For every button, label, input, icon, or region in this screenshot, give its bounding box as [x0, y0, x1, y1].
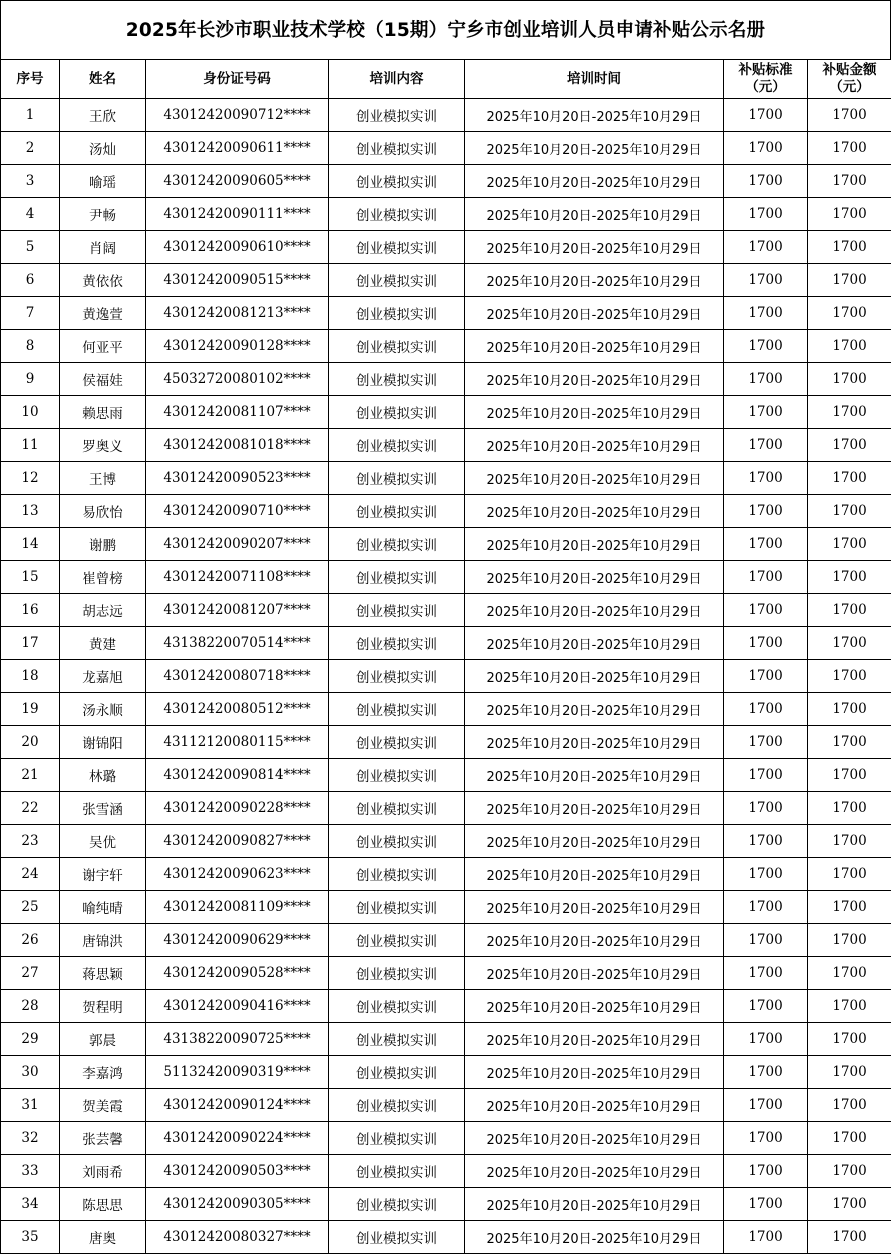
cell-period: 2025年10月20日-2025年10月29日 — [465, 231, 724, 264]
cell-seq: 7 — [1, 297, 60, 330]
cell-period: 2025年10月20日-2025年10月29日 — [465, 330, 724, 363]
cell-name: 赖思雨 — [60, 396, 146, 429]
cell-amount: 1700 — [808, 924, 891, 957]
cell-name: 唐奥 — [60, 1221, 146, 1254]
cell-seq: 27 — [1, 957, 60, 990]
cell-course: 创业模拟实训 — [329, 1122, 465, 1155]
cell-period: 2025年10月20日-2025年10月29日 — [465, 957, 724, 990]
cell-amount: 1700 — [808, 759, 891, 792]
cell-course: 创业模拟实训 — [329, 165, 465, 198]
cell-name: 唐锦洪 — [60, 924, 146, 957]
cell-seq: 2 — [1, 132, 60, 165]
cell-period: 2025年10月20日-2025年10月29日 — [465, 693, 724, 726]
cell-amount: 1700 — [808, 1155, 891, 1188]
table-row — [1, 528, 891, 561]
cell-seq: 5 — [1, 231, 60, 264]
cell-id: 43012420090712**** — [146, 99, 329, 132]
cell-seq: 18 — [1, 660, 60, 693]
header-standard-line1: 补贴标准 — [738, 62, 793, 78]
cell-name: 谢宇轩 — [60, 858, 146, 891]
cell-course: 创业模拟实训 — [329, 924, 465, 957]
table-row — [1, 1155, 891, 1188]
cell-period: 2025年10月20日-2025年10月29日 — [465, 99, 724, 132]
table-row — [1, 924, 891, 957]
cell-course: 创业模拟实训 — [329, 1089, 465, 1122]
cell-amount: 1700 — [808, 495, 891, 528]
cell-name: 谢鹏 — [60, 528, 146, 561]
table-row — [1, 561, 891, 594]
cell-period: 2025年10月20日-2025年10月29日 — [465, 132, 724, 165]
cell-standard: 1700 — [724, 99, 808, 132]
cell-period: 2025年10月20日-2025年10月29日 — [465, 726, 724, 759]
cell-course: 创业模拟实训 — [329, 792, 465, 825]
cell-name: 黄建 — [60, 627, 146, 660]
cell-name: 胡志远 — [60, 594, 146, 627]
cell-name: 贺美霞 — [60, 1089, 146, 1122]
cell-course: 创业模拟实训 — [329, 99, 465, 132]
cell-name: 王欣 — [60, 99, 146, 132]
cell-id: 43012420090124**** — [146, 1089, 329, 1122]
cell-seq: 3 — [1, 165, 60, 198]
cell-standard: 1700 — [724, 792, 808, 825]
cell-id: 43012420090623**** — [146, 858, 329, 891]
cell-seq: 15 — [1, 561, 60, 594]
cell-id: 43012420090710**** — [146, 495, 329, 528]
cell-course: 创业模拟实训 — [329, 231, 465, 264]
cell-amount: 1700 — [808, 858, 891, 891]
cell-course: 创业模拟实训 — [329, 891, 465, 924]
cell-id: 43012420090416**** — [146, 990, 329, 1023]
cell-amount: 1700 — [808, 297, 891, 330]
table-row — [1, 693, 891, 726]
table-row — [1, 990, 891, 1023]
cell-standard: 1700 — [724, 594, 808, 627]
cell-course: 创业模拟实训 — [329, 627, 465, 660]
cell-id: 43012420081018**** — [146, 429, 329, 462]
table-row — [1, 858, 891, 891]
table-row — [1, 660, 891, 693]
cell-standard: 1700 — [724, 231, 808, 264]
table-header-row — [1, 60, 891, 99]
cell-seq: 1 — [1, 99, 60, 132]
cell-period: 2025年10月20日-2025年10月29日 — [465, 1221, 724, 1254]
cell-id: 43012420090611**** — [146, 132, 329, 165]
table-row — [1, 1188, 891, 1221]
cell-name: 黄依依 — [60, 264, 146, 297]
cell-amount: 1700 — [808, 396, 891, 429]
cell-seq: 24 — [1, 858, 60, 891]
cell-course: 创业模拟实训 — [329, 429, 465, 462]
cell-course: 创业模拟实训 — [329, 825, 465, 858]
table-row — [1, 792, 891, 825]
cell-seq: 8 — [1, 330, 60, 363]
table-row — [1, 957, 891, 990]
cell-name: 张芸馨 — [60, 1122, 146, 1155]
cell-amount: 1700 — [808, 264, 891, 297]
cell-id: 43012420081109**** — [146, 891, 329, 924]
header-name: 姓名 — [60, 60, 146, 99]
cell-name: 喻瑶 — [60, 165, 146, 198]
cell-period: 2025年10月20日-2025年10月29日 — [465, 297, 724, 330]
cell-id: 51132420090319**** — [146, 1056, 329, 1089]
cell-period: 2025年10月20日-2025年10月29日 — [465, 891, 724, 924]
cell-period: 2025年10月20日-2025年10月29日 — [465, 1056, 724, 1089]
cell-name: 肖阔 — [60, 231, 146, 264]
cell-course: 创业模拟实训 — [329, 693, 465, 726]
cell-amount: 1700 — [808, 957, 891, 990]
cell-amount: 1700 — [808, 1122, 891, 1155]
cell-standard: 1700 — [724, 759, 808, 792]
cell-name: 王博 — [60, 462, 146, 495]
cell-standard: 1700 — [724, 429, 808, 462]
cell-standard: 1700 — [724, 264, 808, 297]
header-seq: 序号 — [1, 60, 60, 99]
cell-course: 创业模拟实训 — [329, 957, 465, 990]
cell-id: 43012420090503**** — [146, 1155, 329, 1188]
cell-seq: 4 — [1, 198, 60, 231]
cell-id: 43012420090207**** — [146, 528, 329, 561]
cell-id: 43012420090523**** — [146, 462, 329, 495]
cell-standard: 1700 — [724, 990, 808, 1023]
cell-period: 2025年10月20日-2025年10月29日 — [465, 429, 724, 462]
cell-seq: 25 — [1, 891, 60, 924]
cell-standard: 1700 — [724, 132, 808, 165]
cell-course: 创业模拟实训 — [329, 1221, 465, 1254]
cell-id: 43012420090610**** — [146, 231, 329, 264]
cell-amount: 1700 — [808, 891, 891, 924]
cell-standard: 1700 — [724, 726, 808, 759]
cell-period: 2025年10月20日-2025年10月29日 — [465, 858, 724, 891]
cell-standard: 1700 — [724, 462, 808, 495]
cell-id: 43012420081213**** — [146, 297, 329, 330]
cell-id: 43012420080327**** — [146, 1221, 329, 1254]
header-id: 身份证号码 — [146, 60, 329, 99]
table-row — [1, 759, 891, 792]
cell-amount: 1700 — [808, 594, 891, 627]
cell-name: 易欣怡 — [60, 495, 146, 528]
cell-name: 汤永顺 — [60, 693, 146, 726]
cell-name: 何亚平 — [60, 330, 146, 363]
cell-period: 2025年10月20日-2025年10月29日 — [465, 627, 724, 660]
cell-name: 侯福娃 — [60, 363, 146, 396]
cell-standard: 1700 — [724, 627, 808, 660]
cell-standard: 1700 — [724, 1023, 808, 1056]
cell-standard: 1700 — [724, 1188, 808, 1221]
cell-seq: 32 — [1, 1122, 60, 1155]
cell-amount: 1700 — [808, 429, 891, 462]
cell-id: 43138220090725**** — [146, 1023, 329, 1056]
table-row — [1, 132, 891, 165]
cell-period: 2025年10月20日-2025年10月29日 — [465, 1089, 724, 1122]
cell-amount: 1700 — [808, 792, 891, 825]
subsidy-table — [0, 59, 891, 1254]
table-row — [1, 1023, 891, 1056]
cell-amount: 1700 — [808, 165, 891, 198]
cell-name: 郭晨 — [60, 1023, 146, 1056]
cell-standard: 1700 — [724, 924, 808, 957]
cell-amount: 1700 — [808, 1056, 891, 1089]
cell-name: 汤灿 — [60, 132, 146, 165]
cell-standard: 1700 — [724, 198, 808, 231]
cell-period: 2025年10月20日-2025年10月29日 — [465, 825, 724, 858]
cell-name: 黄逸萱 — [60, 297, 146, 330]
table-row — [1, 594, 891, 627]
cell-standard: 1700 — [724, 825, 808, 858]
cell-name: 谢锦阳 — [60, 726, 146, 759]
cell-seq: 21 — [1, 759, 60, 792]
table-row — [1, 264, 891, 297]
cell-id: 43012420090629**** — [146, 924, 329, 957]
cell-period: 2025年10月20日-2025年10月29日 — [465, 1122, 724, 1155]
cell-period: 2025年10月20日-2025年10月29日 — [465, 264, 724, 297]
cell-amount: 1700 — [808, 528, 891, 561]
cell-standard: 1700 — [724, 1122, 808, 1155]
cell-id: 43012420090128**** — [146, 330, 329, 363]
cell-name: 刘雨希 — [60, 1155, 146, 1188]
header-standard-line2: （元） — [745, 79, 786, 95]
cell-seq: 31 — [1, 1089, 60, 1122]
cell-course: 创业模拟实训 — [329, 396, 465, 429]
cell-standard: 1700 — [724, 1221, 808, 1254]
cell-standard: 1700 — [724, 528, 808, 561]
cell-standard: 1700 — [724, 396, 808, 429]
cell-seq: 11 — [1, 429, 60, 462]
cell-id: 43012420090827**** — [146, 825, 329, 858]
cell-period: 2025年10月20日-2025年10月29日 — [465, 792, 724, 825]
cell-course: 创业模拟实训 — [329, 1056, 465, 1089]
table-row — [1, 396, 891, 429]
cell-standard: 1700 — [724, 891, 808, 924]
cell-course: 创业模拟实训 — [329, 1023, 465, 1056]
table-row — [1, 1221, 891, 1254]
cell-name: 罗奥义 — [60, 429, 146, 462]
cell-course: 创业模拟实训 — [329, 1188, 465, 1221]
cell-seq: 35 — [1, 1221, 60, 1254]
cell-seq: 30 — [1, 1056, 60, 1089]
cell-standard: 1700 — [724, 165, 808, 198]
cell-seq: 29 — [1, 1023, 60, 1056]
cell-course: 创业模拟实训 — [329, 759, 465, 792]
cell-id: 43012420090515**** — [146, 264, 329, 297]
cell-seq: 23 — [1, 825, 60, 858]
cell-amount: 1700 — [808, 1221, 891, 1254]
cell-course: 创业模拟实训 — [329, 495, 465, 528]
cell-id: 43012420081107**** — [146, 396, 329, 429]
cell-amount: 1700 — [808, 561, 891, 594]
cell-amount: 1700 — [808, 462, 891, 495]
cell-seq: 6 — [1, 264, 60, 297]
cell-period: 2025年10月20日-2025年10月29日 — [465, 1155, 724, 1188]
cell-id: 43012420071108**** — [146, 561, 329, 594]
cell-amount: 1700 — [808, 132, 891, 165]
cell-id: 43112120080115**** — [146, 726, 329, 759]
table-row — [1, 1056, 891, 1089]
cell-period: 2025年10月20日-2025年10月29日 — [465, 495, 724, 528]
header-period: 培训时间 — [465, 60, 724, 99]
cell-standard: 1700 — [724, 297, 808, 330]
cell-amount: 1700 — [808, 363, 891, 396]
table-row — [1, 297, 891, 330]
cell-standard: 1700 — [724, 858, 808, 891]
cell-seq: 12 — [1, 462, 60, 495]
table-row — [1, 198, 891, 231]
header-standard — [724, 60, 808, 99]
cell-name: 喻纯晴 — [60, 891, 146, 924]
cell-amount: 1700 — [808, 1023, 891, 1056]
cell-standard: 1700 — [724, 693, 808, 726]
cell-seq: 28 — [1, 990, 60, 1023]
cell-period: 2025年10月20日-2025年10月29日 — [465, 660, 724, 693]
cell-course: 创业模拟实训 — [329, 561, 465, 594]
cell-id: 43138220070514**** — [146, 627, 329, 660]
cell-name: 龙嘉旭 — [60, 660, 146, 693]
cell-seq: 26 — [1, 924, 60, 957]
cell-period: 2025年10月20日-2025年10月29日 — [465, 990, 724, 1023]
cell-id: 43012420080718**** — [146, 660, 329, 693]
table-row — [1, 363, 891, 396]
cell-amount: 1700 — [808, 726, 891, 759]
cell-course: 创业模拟实训 — [329, 726, 465, 759]
cell-course: 创业模拟实训 — [329, 264, 465, 297]
cell-course: 创业模拟实训 — [329, 363, 465, 396]
table-row — [1, 825, 891, 858]
cell-course: 创业模拟实训 — [329, 330, 465, 363]
cell-seq: 9 — [1, 363, 60, 396]
cell-amount: 1700 — [808, 990, 891, 1023]
cell-id: 43012420090605**** — [146, 165, 329, 198]
cell-course: 创业模拟实训 — [329, 462, 465, 495]
cell-period: 2025年10月20日-2025年10月29日 — [465, 594, 724, 627]
cell-name: 贺程明 — [60, 990, 146, 1023]
cell-amount: 1700 — [808, 627, 891, 660]
table-row — [1, 627, 891, 660]
cell-standard: 1700 — [724, 1155, 808, 1188]
cell-course: 创业模拟实训 — [329, 198, 465, 231]
header-amount-line1: 补贴金额 — [822, 62, 877, 78]
cell-amount: 1700 — [808, 99, 891, 132]
cell-course: 创业模拟实训 — [329, 1155, 465, 1188]
cell-name: 张雪涵 — [60, 792, 146, 825]
cell-course: 创业模拟实训 — [329, 594, 465, 627]
table-row — [1, 1122, 891, 1155]
cell-id: 43012420090228**** — [146, 792, 329, 825]
cell-seq: 16 — [1, 594, 60, 627]
cell-name: 林璐 — [60, 759, 146, 792]
header-amount — [808, 60, 891, 99]
cell-amount: 1700 — [808, 825, 891, 858]
cell-standard: 1700 — [724, 957, 808, 990]
table-row — [1, 231, 891, 264]
cell-id: 43012420090305**** — [146, 1188, 329, 1221]
cell-id: 43012420090224**** — [146, 1122, 329, 1155]
table-row — [1, 165, 891, 198]
header-amount-line2: （元） — [829, 79, 870, 95]
table-body — [1, 99, 891, 1254]
cell-name: 吴优 — [60, 825, 146, 858]
cell-period: 2025年10月20日-2025年10月29日 — [465, 924, 724, 957]
cell-period: 2025年10月20日-2025年10月29日 — [465, 759, 724, 792]
cell-seq: 22 — [1, 792, 60, 825]
cell-id: 43012420080512**** — [146, 693, 329, 726]
table-row — [1, 1089, 891, 1122]
cell-standard: 1700 — [724, 660, 808, 693]
cell-period: 2025年10月20日-2025年10月29日 — [465, 396, 724, 429]
table-row — [1, 495, 891, 528]
cell-period: 2025年10月20日-2025年10月29日 — [465, 198, 724, 231]
cell-period: 2025年10月20日-2025年10月29日 — [465, 462, 724, 495]
cell-seq: 34 — [1, 1188, 60, 1221]
cell-course: 创业模拟实训 — [329, 132, 465, 165]
cell-amount: 1700 — [808, 1188, 891, 1221]
table-row — [1, 429, 891, 462]
cell-amount: 1700 — [808, 693, 891, 726]
cell-name: 崔曾榜 — [60, 561, 146, 594]
cell-name: 蒋思颖 — [60, 957, 146, 990]
cell-period: 2025年10月20日-2025年10月29日 — [465, 165, 724, 198]
table-row — [1, 462, 891, 495]
cell-seq: 13 — [1, 495, 60, 528]
cell-course: 创业模拟实训 — [329, 297, 465, 330]
cell-period: 2025年10月20日-2025年10月29日 — [465, 363, 724, 396]
cell-course: 创业模拟实训 — [329, 660, 465, 693]
cell-course: 创业模拟实训 — [329, 858, 465, 891]
cell-standard: 1700 — [724, 1056, 808, 1089]
cell-period: 2025年10月20日-2025年10月29日 — [465, 1023, 724, 1056]
cell-period: 2025年10月20日-2025年10月29日 — [465, 528, 724, 561]
table-row — [1, 330, 891, 363]
cell-seq: 14 — [1, 528, 60, 561]
cell-id: 45032720080102**** — [146, 363, 329, 396]
header-course: 培训内容 — [329, 60, 465, 99]
cell-amount: 1700 — [808, 1089, 891, 1122]
cell-standard: 1700 — [724, 330, 808, 363]
cell-standard: 1700 — [724, 561, 808, 594]
table-row — [1, 891, 891, 924]
cell-seq: 20 — [1, 726, 60, 759]
cell-name: 李嘉鸿 — [60, 1056, 146, 1089]
cell-id: 43012420090111**** — [146, 198, 329, 231]
cell-seq: 19 — [1, 693, 60, 726]
cell-course: 创业模拟实训 — [329, 528, 465, 561]
cell-period: 2025年10月20日-2025年10月29日 — [465, 1188, 724, 1221]
cell-amount: 1700 — [808, 660, 891, 693]
cell-amount: 1700 — [808, 198, 891, 231]
table-row — [1, 99, 891, 132]
cell-standard: 1700 — [724, 495, 808, 528]
cell-amount: 1700 — [808, 231, 891, 264]
cell-id: 43012420081207**** — [146, 594, 329, 627]
cell-course: 创业模拟实训 — [329, 990, 465, 1023]
cell-amount: 1700 — [808, 330, 891, 363]
cell-seq: 10 — [1, 396, 60, 429]
cell-seq: 33 — [1, 1155, 60, 1188]
cell-id: 43012420090528**** — [146, 957, 329, 990]
cell-standard: 1700 — [724, 363, 808, 396]
cell-name: 尹畅 — [60, 198, 146, 231]
table-row — [1, 726, 891, 759]
cell-period: 2025年10月20日-2025年10月29日 — [465, 561, 724, 594]
cell-seq: 17 — [1, 627, 60, 660]
cell-name: 陈思思 — [60, 1188, 146, 1221]
cell-id: 43012420090814**** — [146, 759, 329, 792]
cell-standard: 1700 — [724, 1089, 808, 1122]
page-title: 2025年长沙市职业技术学校（15期）宁乡市创业培训人员申请补贴公示名册 — [0, 0, 891, 59]
